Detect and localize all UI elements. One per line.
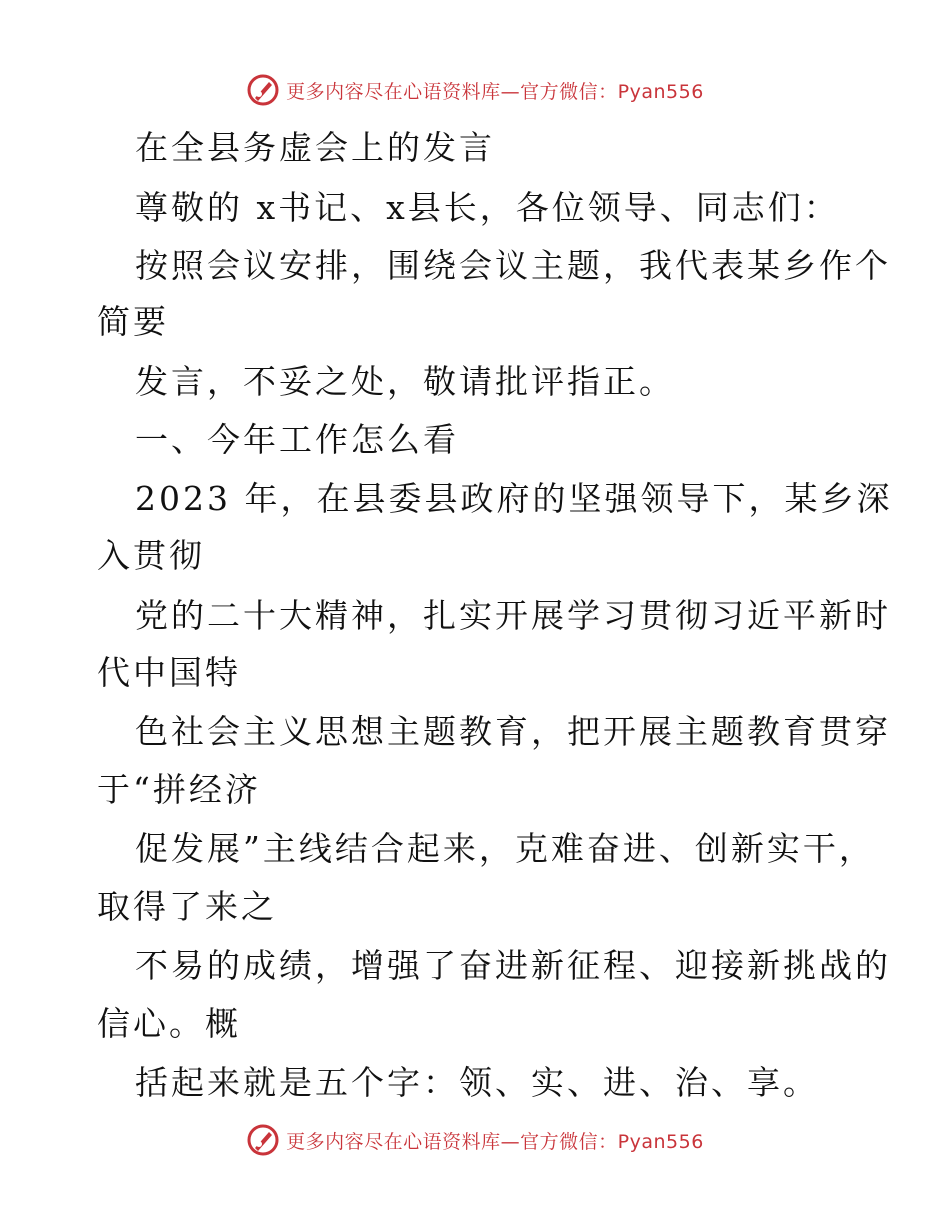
header-banner-text: 更多内容尽在心语资料库—官方微信：Pyan556 [286,80,704,103]
paragraph-line: 2023 年，在县委县政府的坚强领导下，某乡深 [135,479,893,518]
paragraph-line: 按照会议安排，围绕会议主题，我代表某乡作个 [135,246,891,285]
footer-banner [0,1120,950,1160]
document-title: 在全县务虚会上的发言 [135,128,495,167]
paragraph-line: 括起来就是五个字：领、实、进、治、享。 [135,1063,819,1102]
header-banner [0,70,950,110]
paragraph-line: 代中国特 [97,653,241,692]
pen-logo-icon [246,1123,280,1157]
paragraph-line: 色社会主义思想主题教育，把开展主题教育贯穿 [135,712,891,751]
paragraph-line: 入贯彻 [97,536,205,575]
paragraph-line: 发言，不妥之处，敬请批评指正。 [135,362,675,401]
paragraph-line: 简要 [97,302,169,341]
paragraph-line: 不易的成绩，增强了奋进新征程、迎接新挑战的 [135,946,891,985]
paragraph-line: 促发展”主线结合起来，克难奋进、创新实干， [135,829,875,868]
salutation: 尊敬的 x书记、x县长，各位领导、同志们： [135,188,840,227]
paragraph-line: 取得了来之 [97,887,277,926]
section-heading: 一、今年工作怎么看 [135,420,459,459]
paragraph-line: 党的二十大精神，扎实开展学习贯彻习近平新时 [135,596,891,635]
paragraph-line: 信心。概 [97,1004,241,1043]
pen-logo-icon [246,73,280,107]
paragraph-line: 于“拼经济 [97,770,261,809]
footer-banner-text: 更多内容尽在心语资料库—官方微信：Pyan556 [286,1130,704,1153]
